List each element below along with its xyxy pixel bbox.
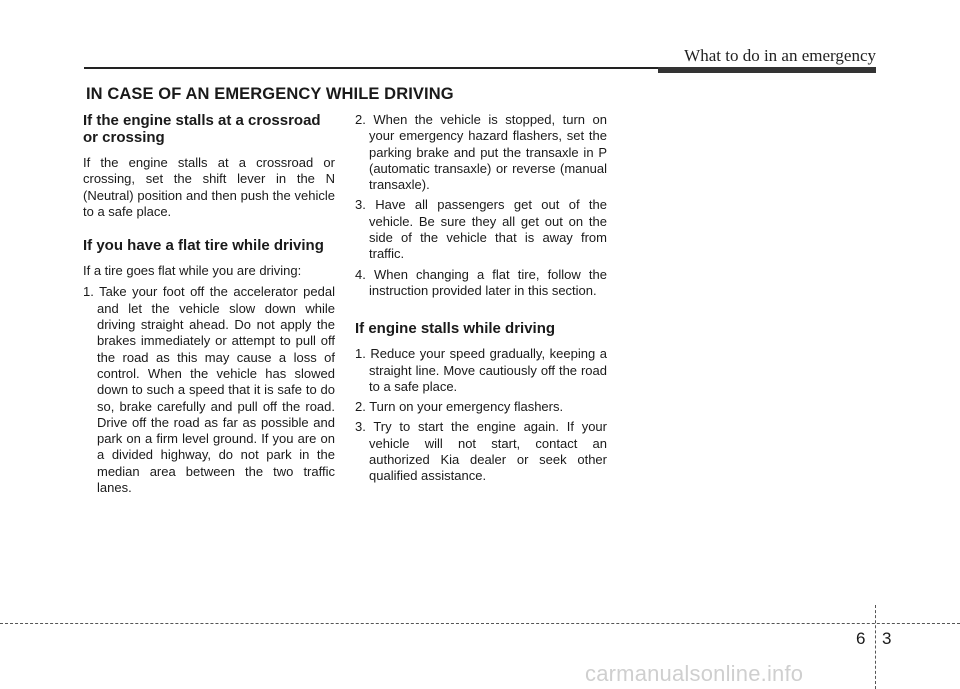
chapter-number: 6 <box>856 629 866 648</box>
stall-driving-steps <box>355 346 607 484</box>
list-item: 2. When the vehicle is stopped, turn on your emergency hazard flashers, set the parking brake and put the transaxle in P (automatic transaxle) or reverse (manual transaxle). <box>355 112 607 193</box>
page-number: 3 <box>882 629 892 648</box>
watermark: carmanualsonline.info <box>585 661 804 686</box>
flat-tire-steps-continued <box>355 112 607 299</box>
flat-tire-intro: If a tire goes flat while you are driving: <box>83 263 302 279</box>
footer-divider <box>875 605 876 689</box>
list-item: 3. Have all passengers get out of the vehicle. Be sure they all get out on the side of the vehicle that is away from traffic. <box>355 197 607 262</box>
list-item: 1. Take your foot off the accelerator pedal and let the vehicle slow down while driving straight ahead. Do not apply the brakes immediately or attempt to pull off the road as this may cause a loss of control. When the vehicle has slowed down to such a speed that it is safe to do so, brake carefully and pull off the road. Drive off the road as far as possible and park on a firm level ground. If you are on a divided highway, do not park in the median area between the two traffic lanes. <box>83 284 335 496</box>
list-item: 2. Turn on your emergency flashers. <box>355 399 564 415</box>
header-band <box>658 67 876 73</box>
left-column <box>83 112 335 500</box>
section-title: IN CASE OF AN EMERGENCY WHILE DRIVING <box>86 85 454 103</box>
stall-crossroad-text: If the engine stalls at a crossroad or crossing, set the shift lever in the N (Neutral) position and then push the vehicle to a safe place. <box>83 155 335 219</box>
flat-tire-heading: If you have a flat tire while driving <box>83 237 324 255</box>
flat-tire-steps-list <box>83 284 335 496</box>
stall-driving-heading: If engine stalls while driving <box>355 320 556 338</box>
right-column <box>355 112 607 489</box>
chapter-header-title: What to do in an emergency <box>684 46 876 65</box>
stall-crossroad-heading: If the engine stalls at a crossroad or crossing <box>83 112 321 146</box>
list-item: 4. When changing a flat tire, follow the instruction provided later in this section. <box>355 266 607 298</box>
footer-rule <box>0 623 960 624</box>
list-item: 1. Reduce your speed gradually, keeping a straight line. Move cautiously off the road to a safe place. <box>355 346 607 394</box>
list-item: 3. Try to start the engine again. If your vehicle will not start, contact an authorized Kia dealer or seek other qualified assistance. <box>355 419 607 484</box>
